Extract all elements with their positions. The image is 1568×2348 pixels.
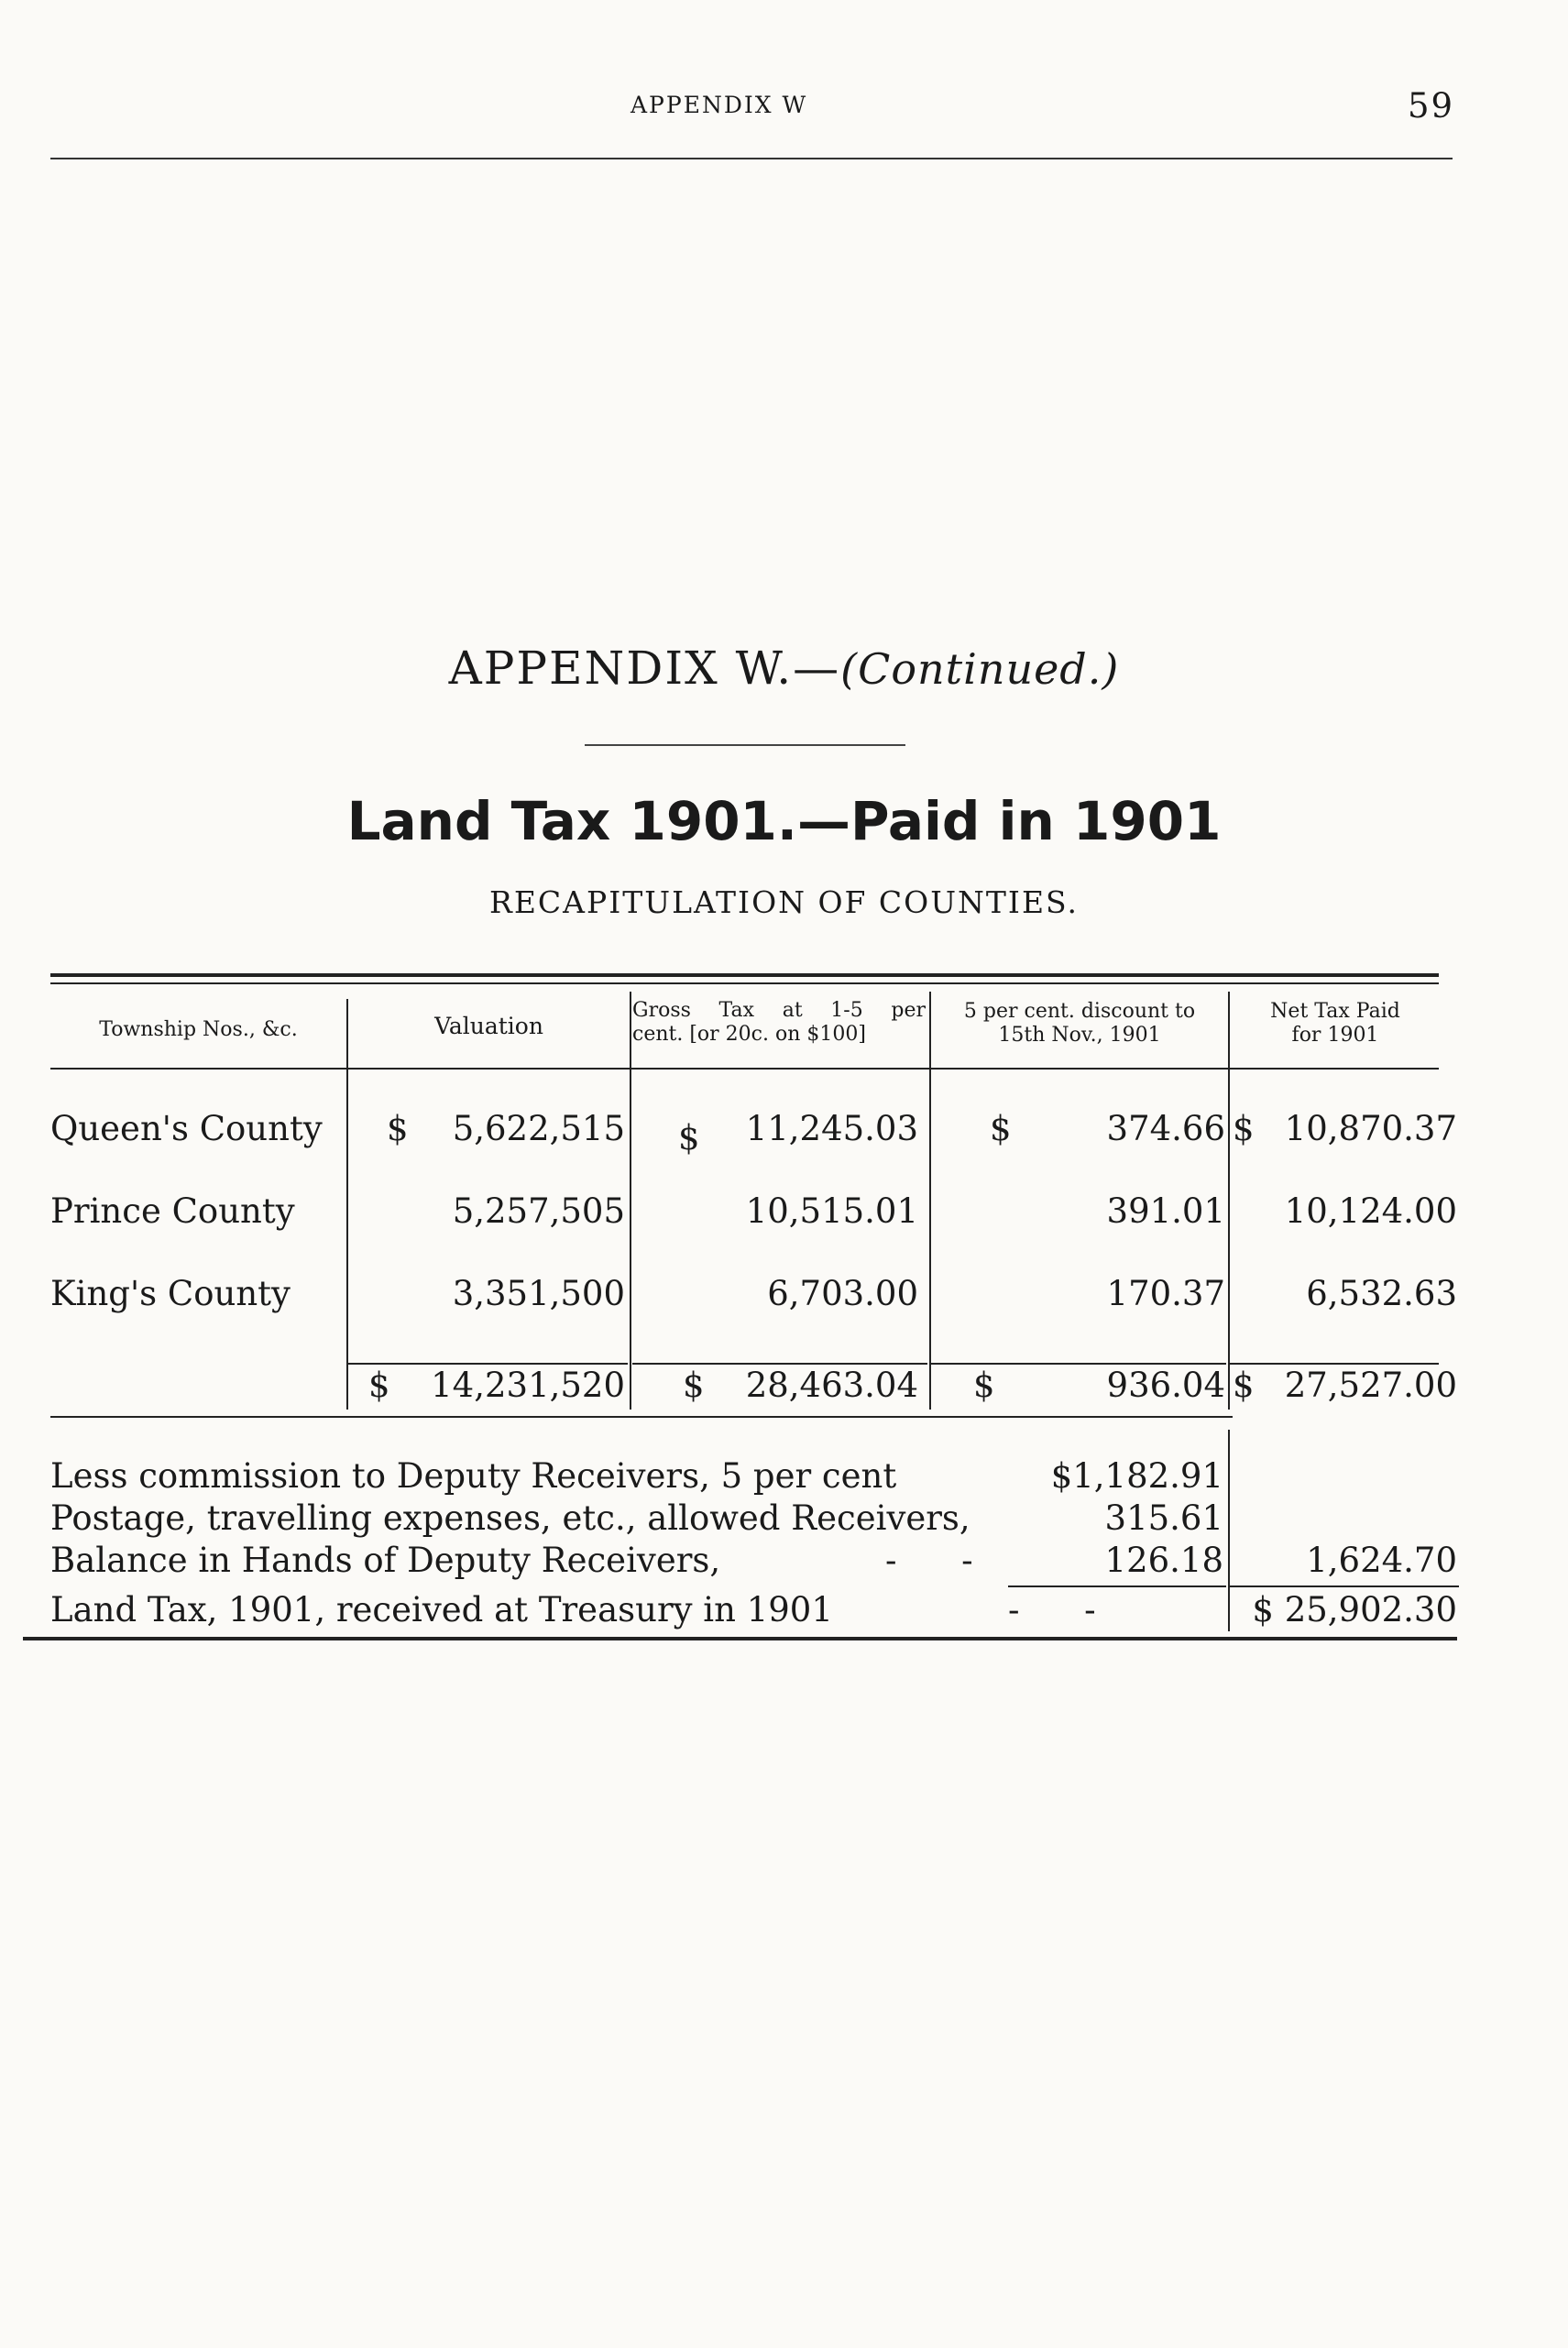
page-number: 59: [1408, 86, 1455, 126]
col-header-discount-2: 15th Nov., 1901: [998, 1024, 1161, 1047]
col-header-township: Township Nos., &c.: [99, 1018, 298, 1041]
appendix-label: APPENDIX W.—: [448, 642, 841, 695]
row-gross: 10,515.01: [745, 1191, 918, 1231]
header-bottom-rule: [50, 1068, 1439, 1070]
row-net: 10,124.00: [1284, 1191, 1457, 1231]
dollar-sign: $: [683, 1366, 705, 1405]
row-gross: 6,703.00: [767, 1274, 918, 1313]
total-discount: 936.04: [1106, 1366, 1225, 1405]
total-net: 27,527.00: [1284, 1366, 1457, 1405]
row-valuation: 5,622,515: [452, 1109, 625, 1148]
totals-rule-discount: [931, 1363, 1226, 1365]
dollar-sign: $: [387, 1109, 409, 1148]
main-title: Land Tax 1901.—Paid in 1901: [346, 790, 1222, 852]
dollar-sign: $: [990, 1109, 1012, 1148]
col-divider-3: [929, 992, 931, 1410]
row-county: Prince County: [50, 1191, 295, 1231]
row-net: 10,870.37: [1284, 1109, 1457, 1148]
running-title: APPENDIX W: [630, 92, 808, 118]
col-divider-1: [346, 999, 348, 1410]
total-gross: 28,463.04: [745, 1366, 918, 1405]
row-valuation: 5,257,505: [452, 1191, 625, 1231]
summary-total-3: 1,624.70: [1306, 1541, 1457, 1580]
summary-amount-rule: [1008, 1585, 1226, 1587]
table-top-rule-2: [50, 982, 1439, 984]
col-header-net-2: for 1901: [1291, 1024, 1379, 1047]
row-gross: 11,245.03: [745, 1109, 918, 1148]
row-valuation: 3,351,500: [452, 1274, 625, 1313]
col-header-valuation: Valuation: [434, 1013, 543, 1039]
continued-label: (Continued.): [840, 644, 1120, 694]
col-header-gross-1: Gross Tax at 1-5 per: [632, 999, 926, 1022]
dollar-sign: $: [973, 1366, 995, 1405]
col-header-net-1: Net Tax Paid: [1270, 1000, 1400, 1023]
table-top-rule: [50, 973, 1439, 977]
summary-dashes-4: - -: [1008, 1590, 1096, 1629]
totals-rule-valuation: [348, 1363, 628, 1365]
total-valuation: 14,231,520: [431, 1366, 625, 1405]
dollar-sign: $: [1233, 1366, 1255, 1405]
col-header-gross-2: cent. [or 20c. on $100]: [632, 1023, 866, 1046]
title-rule: [585, 744, 905, 746]
appendix-title: [0, 642, 1568, 695]
dollar-sign: $: [368, 1366, 390, 1405]
header-rule: [50, 158, 1453, 159]
totals-rule-net: [1230, 1363, 1439, 1365]
summary-total-rule: [1230, 1585, 1459, 1587]
row-county: King's County: [50, 1274, 291, 1313]
subtitle: RECAPITULATION OF COUNTIES.: [489, 884, 1079, 920]
row-discount: 391.01: [1106, 1191, 1225, 1231]
summary-line-1: Less commission to Deputy Receivers, 5 per cent: [50, 1456, 897, 1496]
totals-rule-gross: [632, 1363, 927, 1365]
summary-amount-1: $1,182.91: [1050, 1456, 1223, 1496]
summary-line-2: Postage, travelling expenses, etc., allowed Receivers,: [50, 1498, 970, 1538]
summary-line-4: Land Tax, 1901, received at Treasury in 1901: [50, 1590, 833, 1629]
summary-dashes-3: - -: [885, 1541, 973, 1580]
summary-divider: [1228, 1430, 1230, 1631]
summary-amount-3: 126.18: [1104, 1541, 1223, 1580]
summary-amount-2: 315.61: [1104, 1498, 1223, 1538]
col-header-discount-1: 5 per cent. discount to: [963, 1000, 1196, 1023]
final-rule: [23, 1637, 1457, 1640]
row-net: 6,532.63: [1306, 1274, 1457, 1313]
dollar-sign: $: [678, 1118, 700, 1158]
summary-line-3: Balance in Hands of Deputy Receivers,: [50, 1541, 721, 1580]
summary-total-4: $ 25,902.30: [1252, 1590, 1457, 1629]
table-bottom-rule: [50, 1416, 1233, 1418]
col-divider-4: [1228, 992, 1230, 1410]
dollar-sign: $: [1233, 1109, 1255, 1148]
row-discount: 170.37: [1106, 1274, 1225, 1313]
row-county: Queen's County: [50, 1109, 323, 1148]
col-divider-2: [630, 992, 631, 1410]
row-discount: 374.66: [1106, 1109, 1225, 1148]
